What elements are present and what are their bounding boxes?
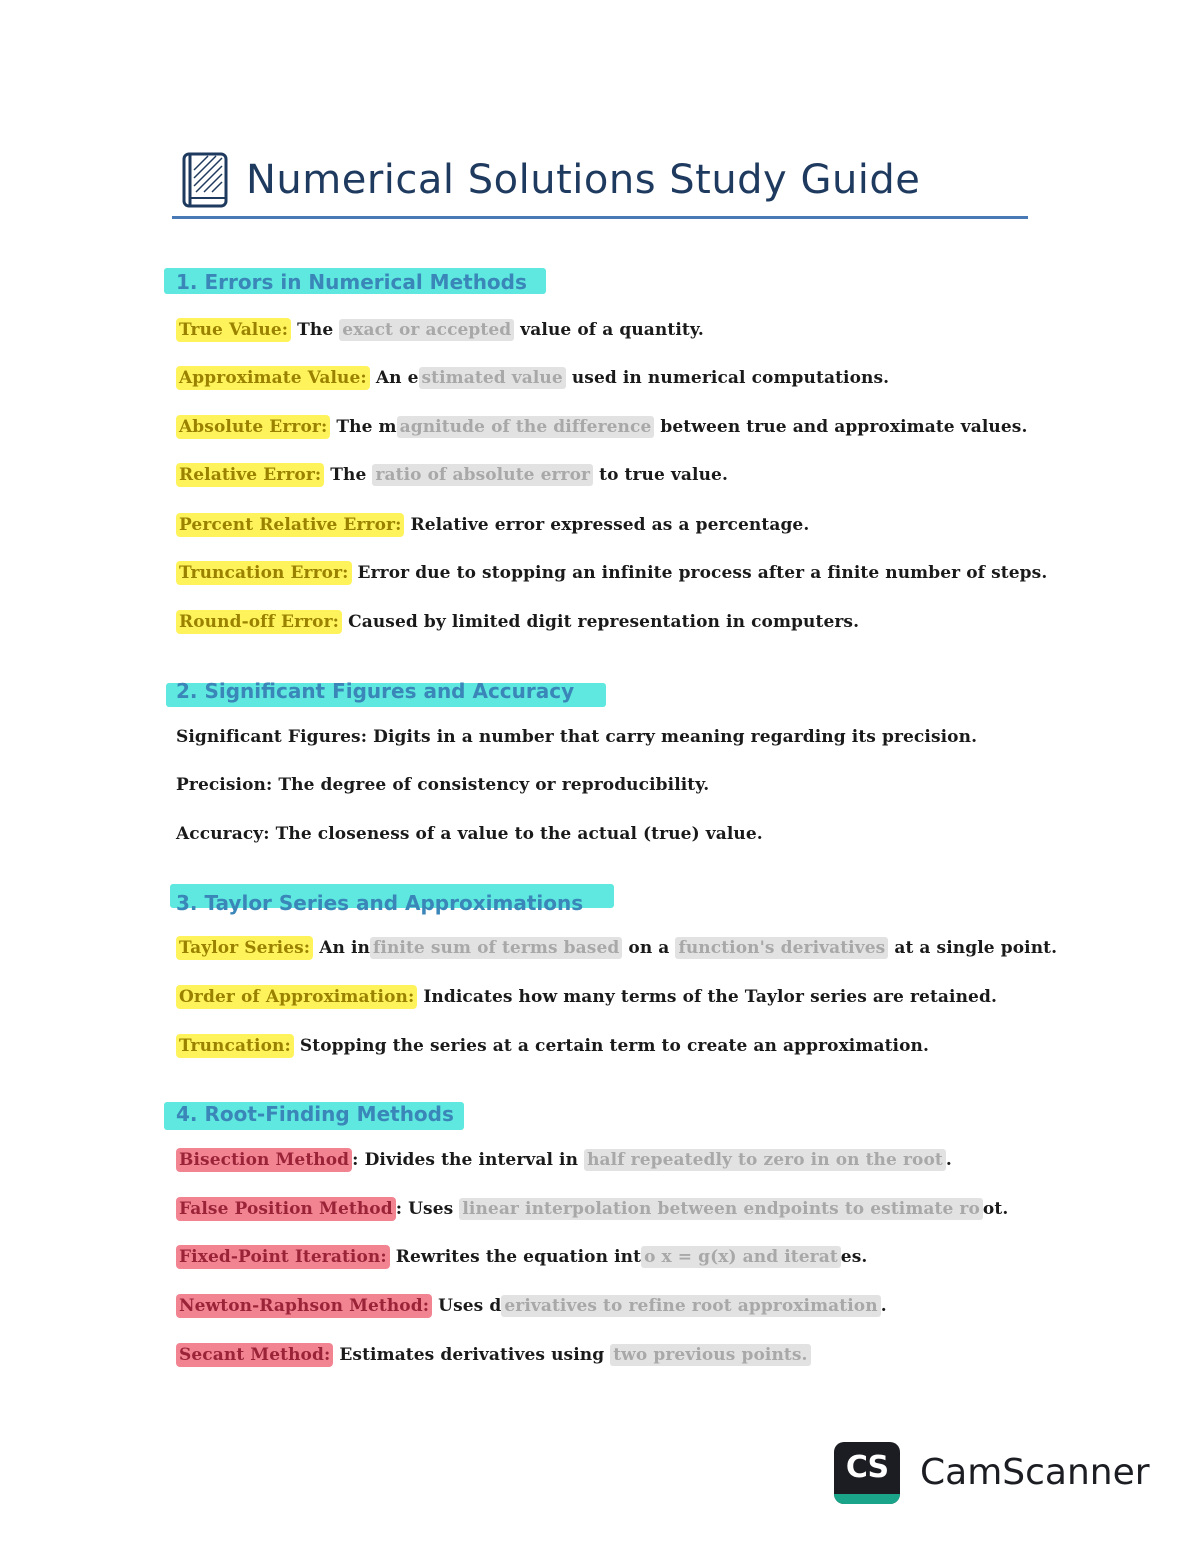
- faded-highlight-text: agnitude of the difference: [397, 416, 655, 438]
- faded-highlight-text: half repeatedly to zero in on the root: [584, 1149, 946, 1171]
- definition-text: Estimates derivatives using: [333, 1345, 611, 1365]
- definition-line: [176, 366, 889, 390]
- title-divider: [172, 216, 1028, 219]
- definition-line: [176, 1343, 811, 1367]
- definition-text: at a single point.: [888, 938, 1058, 958]
- section-heading: 4. Root-Finding Methods: [176, 1102, 454, 1126]
- definition-text: .: [880, 1296, 887, 1316]
- faded-highlight-text: function's derivatives: [675, 937, 888, 959]
- definition-text: between true and approximate values.: [654, 417, 1028, 437]
- logo-badge-text: CS: [845, 1450, 889, 1485]
- definition-line: [176, 985, 997, 1009]
- definition-line: [176, 513, 809, 537]
- section-heading: 2. Significant Figures and Accuracy: [176, 679, 575, 703]
- definition-text: Rewrites the equation int: [389, 1247, 642, 1267]
- definition-text: value of a quantity.: [514, 320, 704, 340]
- definition-text: : Divides the interval in: [352, 1150, 585, 1170]
- faded-highlight-text: exact or accepted: [339, 319, 514, 341]
- term-label: Relative Error:: [176, 463, 324, 487]
- faded-highlight-text: two previous points.: [610, 1344, 810, 1366]
- term-label: False Position Method: [176, 1197, 396, 1221]
- faded-highlight-text: finite sum of terms based: [370, 937, 622, 959]
- definition-line: Precision: The degree of consistency or reproducibility.: [176, 775, 710, 795]
- definition-text: The m: [330, 417, 397, 437]
- definition-text: Stopping the series at a certain term to create an approximation.: [293, 1036, 929, 1056]
- definition-text: Indicates how many terms of the Taylor series are retained.: [417, 987, 997, 1007]
- definition-text: es.: [840, 1247, 868, 1267]
- section-heading: 3. Taylor Series and Approximations: [176, 891, 584, 915]
- definition-line: [176, 1197, 1008, 1221]
- term-label: Bisection Method: [176, 1148, 352, 1172]
- term-label: True Value:: [176, 318, 291, 342]
- definition-text: on a: [622, 938, 676, 958]
- faded-highlight-text: o x = g(x) and iterat: [641, 1246, 841, 1268]
- title-row: [180, 148, 920, 212]
- definition-line: [176, 1148, 952, 1172]
- definition-text: to true value.: [593, 465, 728, 485]
- camscanner-logo-icon: [834, 1442, 900, 1504]
- brand-name: CamScanner: [920, 1452, 1150, 1493]
- term-label: Secant Method:: [176, 1343, 333, 1367]
- definition-text: Uses d: [432, 1296, 502, 1316]
- definition-line: [176, 318, 704, 342]
- definition-text: An in: [313, 938, 370, 958]
- term-label: Fixed-Point Iteration:: [176, 1245, 390, 1269]
- definition-text: used in numerical computations.: [565, 368, 890, 388]
- definition-line: [176, 1294, 887, 1318]
- term-label: Approximate Value:: [176, 366, 370, 390]
- faded-highlight-text: stimated value: [419, 367, 566, 389]
- definition-line: [176, 561, 1047, 585]
- term-label: Taylor Series:: [176, 936, 313, 960]
- term-label: Truncation:: [176, 1034, 294, 1058]
- faded-highlight-text: ratio of absolute error: [372, 464, 593, 486]
- definition-text: The: [324, 465, 373, 485]
- definition-line: [176, 1245, 867, 1269]
- faded-highlight-text: linear interpolation between endpoints to estimate ro: [459, 1198, 983, 1220]
- definition-text: Error due to stopping an infinite process after a finite number of steps.: [351, 563, 1048, 583]
- definition-line: Accuracy: The closeness of a value to the actual (true) value.: [176, 824, 763, 844]
- term-label: Order of Approximation:: [176, 985, 417, 1009]
- section-heading: 1. Errors in Numerical Methods: [176, 270, 527, 294]
- definition-line: [176, 936, 1057, 960]
- faded-highlight-text: erivatives to refine root approximation: [501, 1295, 880, 1317]
- definition-text: Caused by limited digit representation in computers.: [342, 612, 860, 632]
- term-label: Round-off Error:: [176, 610, 342, 634]
- definition-text: Relative error expressed as a percentage.: [404, 515, 810, 535]
- book-icon: [180, 150, 230, 210]
- definition-text: : Uses: [395, 1199, 460, 1219]
- definition-line: Significant Figures: Digits in a number that carry meaning regarding its precision.: [176, 727, 978, 747]
- page-title: Numerical Solutions Study Guide: [246, 157, 921, 203]
- definition-line: [176, 1034, 929, 1058]
- definition-text: ot.: [982, 1199, 1009, 1219]
- term-label: Newton-Raphson Method:: [176, 1294, 432, 1318]
- term-label: Truncation Error:: [176, 561, 352, 585]
- definition-text: An e: [369, 368, 419, 388]
- term-label: Percent Relative Error:: [176, 513, 404, 537]
- definition-text: The: [291, 320, 340, 340]
- term-label: Absolute Error:: [176, 415, 330, 439]
- definition-line: [176, 610, 859, 634]
- definition-line: [176, 463, 728, 487]
- definition-line: [176, 415, 1027, 439]
- definition-text: .: [945, 1150, 952, 1170]
